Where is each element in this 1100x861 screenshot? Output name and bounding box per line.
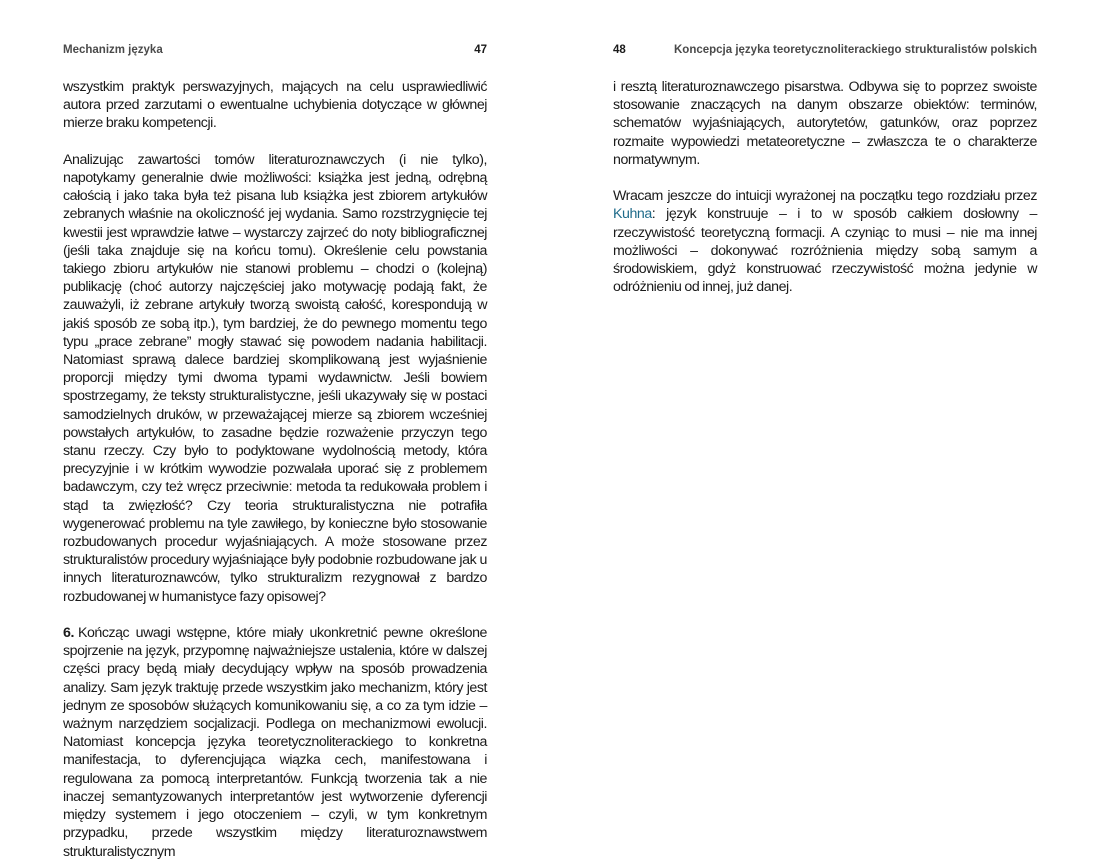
right-page [613,0,1037,780]
running-title-left: Mechanizm języka [63,44,163,56]
paragraph-text: Kończąc uwagi wstępne, które miały ukonkretnić pewne określone spojrzenie na język, przypomnę najważniejsze ustalenia, które w dalszej części pracy będą miały decydujący wpływ na sposób prowadzenia analizy. Sam język traktuję przede wszystkim jako mechanizm, który jest jednym ze sposobów służących komunikowaniu się, a co za tym idzie – ważnym narzędziem socjalizacji. Podlega on mechanizmowi ewolucji. Natomiast koncepcja języka teoretycznoliterackiego to konkretna manifestacja, to dyferencjująca wiązka cech, manifestowana i regulowana za pomocą interpretantów. Funkcją tworzenia tak a nie inaczej semantyzowanych interpretantów jest wytworzenie dyferencji między systemem i jego otoczeniem – czyli, w tym konkretnym przypadku, przede wszystkim między literaturoznawstwem strukturalistycznym [63,625,487,860]
left-page [63,0,487,860]
right-page-body [613,78,1037,296]
running-head-left [63,44,487,60]
paragraph-section-6 [63,624,487,861]
paragraph: Analizując zawartości tomów literaturoznawczych (i nie tylko), napotykamy generalnie dwie możliwości: książka jest jedną, odrębną całością i jako taka była też pisana lub książka jest zbiorem artykułów zebranych właśnie na okoliczność jej wydania. Samo rozstrzygnięcie tej kwestii jest wprawdzie łatwe – wystarczy zajrzeć do noty bibliograficznej (jeśli taka znajduje się na końcu tomu). Określenie celu powstania takiego zbioru artykułów nie stanowi problemu – chodzi o (kolejną) publikację (choć autorzy najczęściej jako motywację podają fakt, że zauważyli, iż zebrane artykuły tworzą swoistą całość, korespondują w jakiś sposób ze sobą itp.), tym bardziej, że do pewnego momentu tego typu „prace zebrane” mogły stawać się powodem nadania habilitacji. Natomiast sprawą dalece bardziej skomplikowaną jest wyjaśnienie proporcji między tymi dwoma typami wydawnictw. Jeśli bowiem spostrzegamy, że teksty strukturalistyczne, jeśli ukazywały się w postaci samodzielnych druków, w przeważającej mierze są zbiorem wcześniej powstałych artykułów, to zasadne będzie rozważenie przyczyn tego stanu rzeczy. Czy było to podyktowane wydolnością metody, która precyzyjnie i w krótkim wywodzie pozwalała uporać się z problemem badawczym, czy też wręcz przeciwnie: metoda ta redukowała problem i stąd ta zwięzłość? Czy teoria strukturalistyczna nie potrafiła wygenerować problemu na tyle zawiłego, by konieczne było stosowanie rozbudowanych procedur wyjaśniających. A może stosowane przez strukturalistów procedury wyjaśniające były podobnie rozbudowane jak u innych literaturoznawców, tylko strukturalizm rezygnował z bardzo rozbudowanej w humanistyce fazy opisowej? [63,151,487,605]
running-title-right: Koncepcja języka teoretycznoliterackiego strukturalistów polskich [673,44,1037,56]
paragraph-kuhn [613,187,1037,296]
kuhn-link[interactable]: Kuhna [613,206,652,223]
left-page-body [63,78,487,861]
paragraph-text: Wracam jeszcze do intuicji wyrażonej na początku tego rozdziału przez [613,188,1037,205]
paragraph: wszystkim praktyk perswazyjnych, mających na celu usprawiedliwić autora przed zarzutami o ewentualne uchybienia dotyczące w głównej mierze braku kompetencji. [63,79,487,132]
paragraph: i resztą literaturoznawczego pisarstwa. Odbywa się to poprzez swoiste stosowanie znaczących na danym obszarze obiektów: terminów, schematów wyjaśniających, autorytetów, gatunków, oraz poprzez rozmaite wypowiedzi metateoretyczne – zwłaszcza te o charakterze normatywnym. [613,79,1037,168]
running-head-right [613,44,1037,60]
page-number-left: 47 [474,44,487,56]
page-number-right: 48 [613,44,626,56]
paragraph-text: : język konstruuje – i to w sposób całkiem dosłowny – rzeczywistość teoretyczną formacji. A czyniąc to musi – nie ma innej możliwości – dokonywać rozróżnienia między sobą samym a środowiskiem, gdyż konstruować rzeczywistość można jedynie w odróżnieniu od innej, już danej. [613,206,1037,296]
section-number: 6. [63,625,74,642]
